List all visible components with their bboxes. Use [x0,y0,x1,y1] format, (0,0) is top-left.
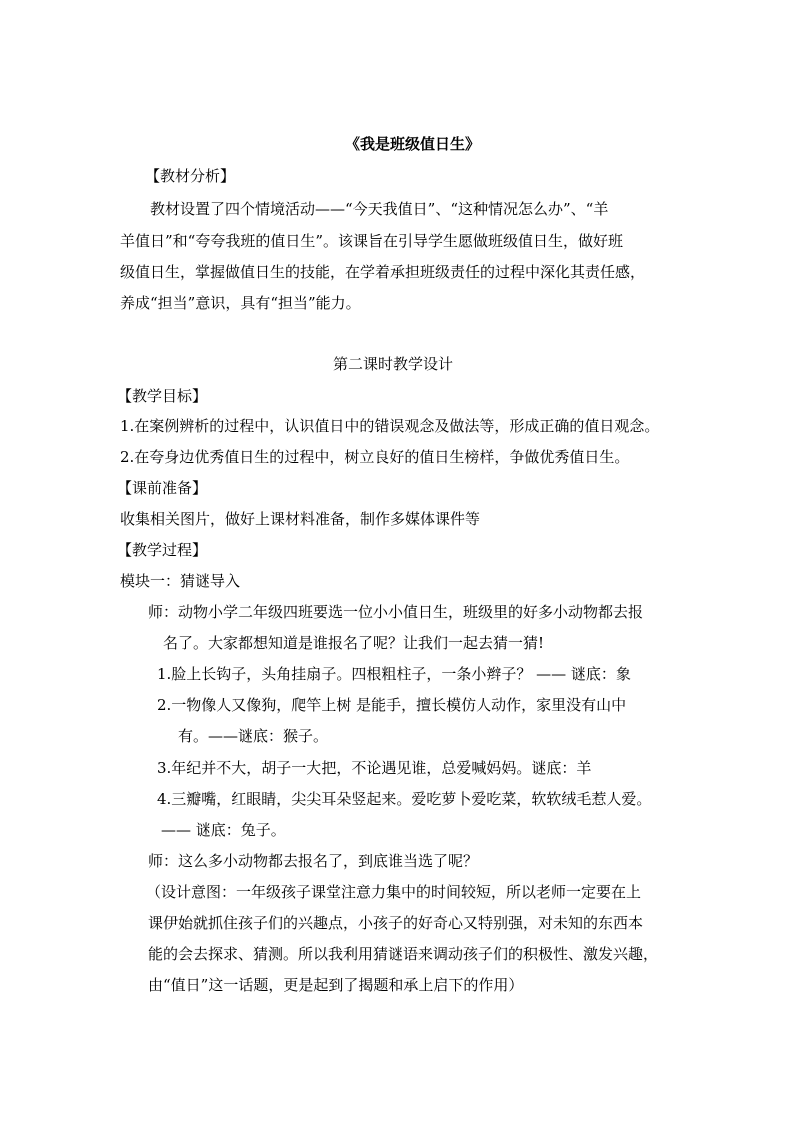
design-intent-line: 由“值日”这一话题，更是起到了揭题和承上启下的作用） [148,976,524,994]
document-title: 《我是班级值日生》 [345,135,481,153]
goal-item: 2.在夸身边优秀值日生的过程中，树立良好的值日生榜样，争做优秀值日生。 [120,448,630,466]
riddle-line: 3.年纪并不大，胡子一大把，不论遇见谁，总爱喊妈妈。谜底：羊 [157,759,592,777]
goal-item: 1.在案例辨析的过程中，认识值日中的错误观念及做法等，形成正确的值日观念。 [120,417,660,435]
design-intent-line: 能的会去探求、猜测。所以我利用猜谜语来调动孩子们的积极性、激发兴趣， [148,945,659,963]
teacher-line: 师：动物小学二年级四班要选一位小小值日生，班级里的好多小动物都去报 [148,603,644,621]
teacher-line: 师：这么多小动物都去报名了，到底谁当选了呢？ [148,852,479,870]
riddle-line: —— 谜底：兔子。 [161,821,286,839]
riddle-line: 2.一物像人又像狗，爬竿上树 是能手，擅长模仿人动作，家里没有山中 [157,696,627,714]
prep-text: 收集相关图片，做好上课材料准备，制作多媒体课件等 [120,510,481,528]
riddle-line: 1.脸上长钩子，头角挂扇子。四根粗柱子，一条小辫子？ —— 谜底：象 [157,665,631,683]
analysis-line: 教材设置了四个情境活动——“今天我值日”、“这种情况怎么办”、“羊 [150,200,609,218]
analysis-line: 羊值日”和“夸夸我班的值日生”。该课旨在引导学生愿做班级值日生，做好班 [120,232,624,250]
teacher-line: 名了。大家都想知道是谁报名了呢？让我们一起去猜一猜! [163,634,545,652]
analysis-line: 级值日生，掌握做值日生的技能，在学着承担班级责任的过程中深化其责任感， [120,263,646,281]
riddle-line: 有。——谜底：猴子。 [178,727,329,745]
goals-heading: 【教学目标】 [117,387,208,405]
analysis-line: 养成“担当”意识，具有“担当”能力。 [120,294,361,312]
module-title: 模块一：猜谜导入 [120,572,241,590]
design-intent-line: （设计意图：一年级孩子课堂注意力集中的时间较短，所以老师一定要在上 [146,883,642,901]
riddle-line: 4.三瓣嘴，红眼睛，尖尖耳朵竖起来。爱吃萝卜爱吃菜，软软绒毛惹人爱。 [157,790,652,808]
lesson-title: 第二课时教学设计 [333,355,454,373]
prep-heading: 【课前准备】 [117,479,208,497]
design-intent-line: 课伊始就抓住孩子们的兴趣点，小孩子的好奇心又特别强，对未知的东西本 [148,914,644,932]
process-heading: 【教学过程】 [117,541,208,559]
analysis-heading: 【教材分析】 [145,167,236,185]
